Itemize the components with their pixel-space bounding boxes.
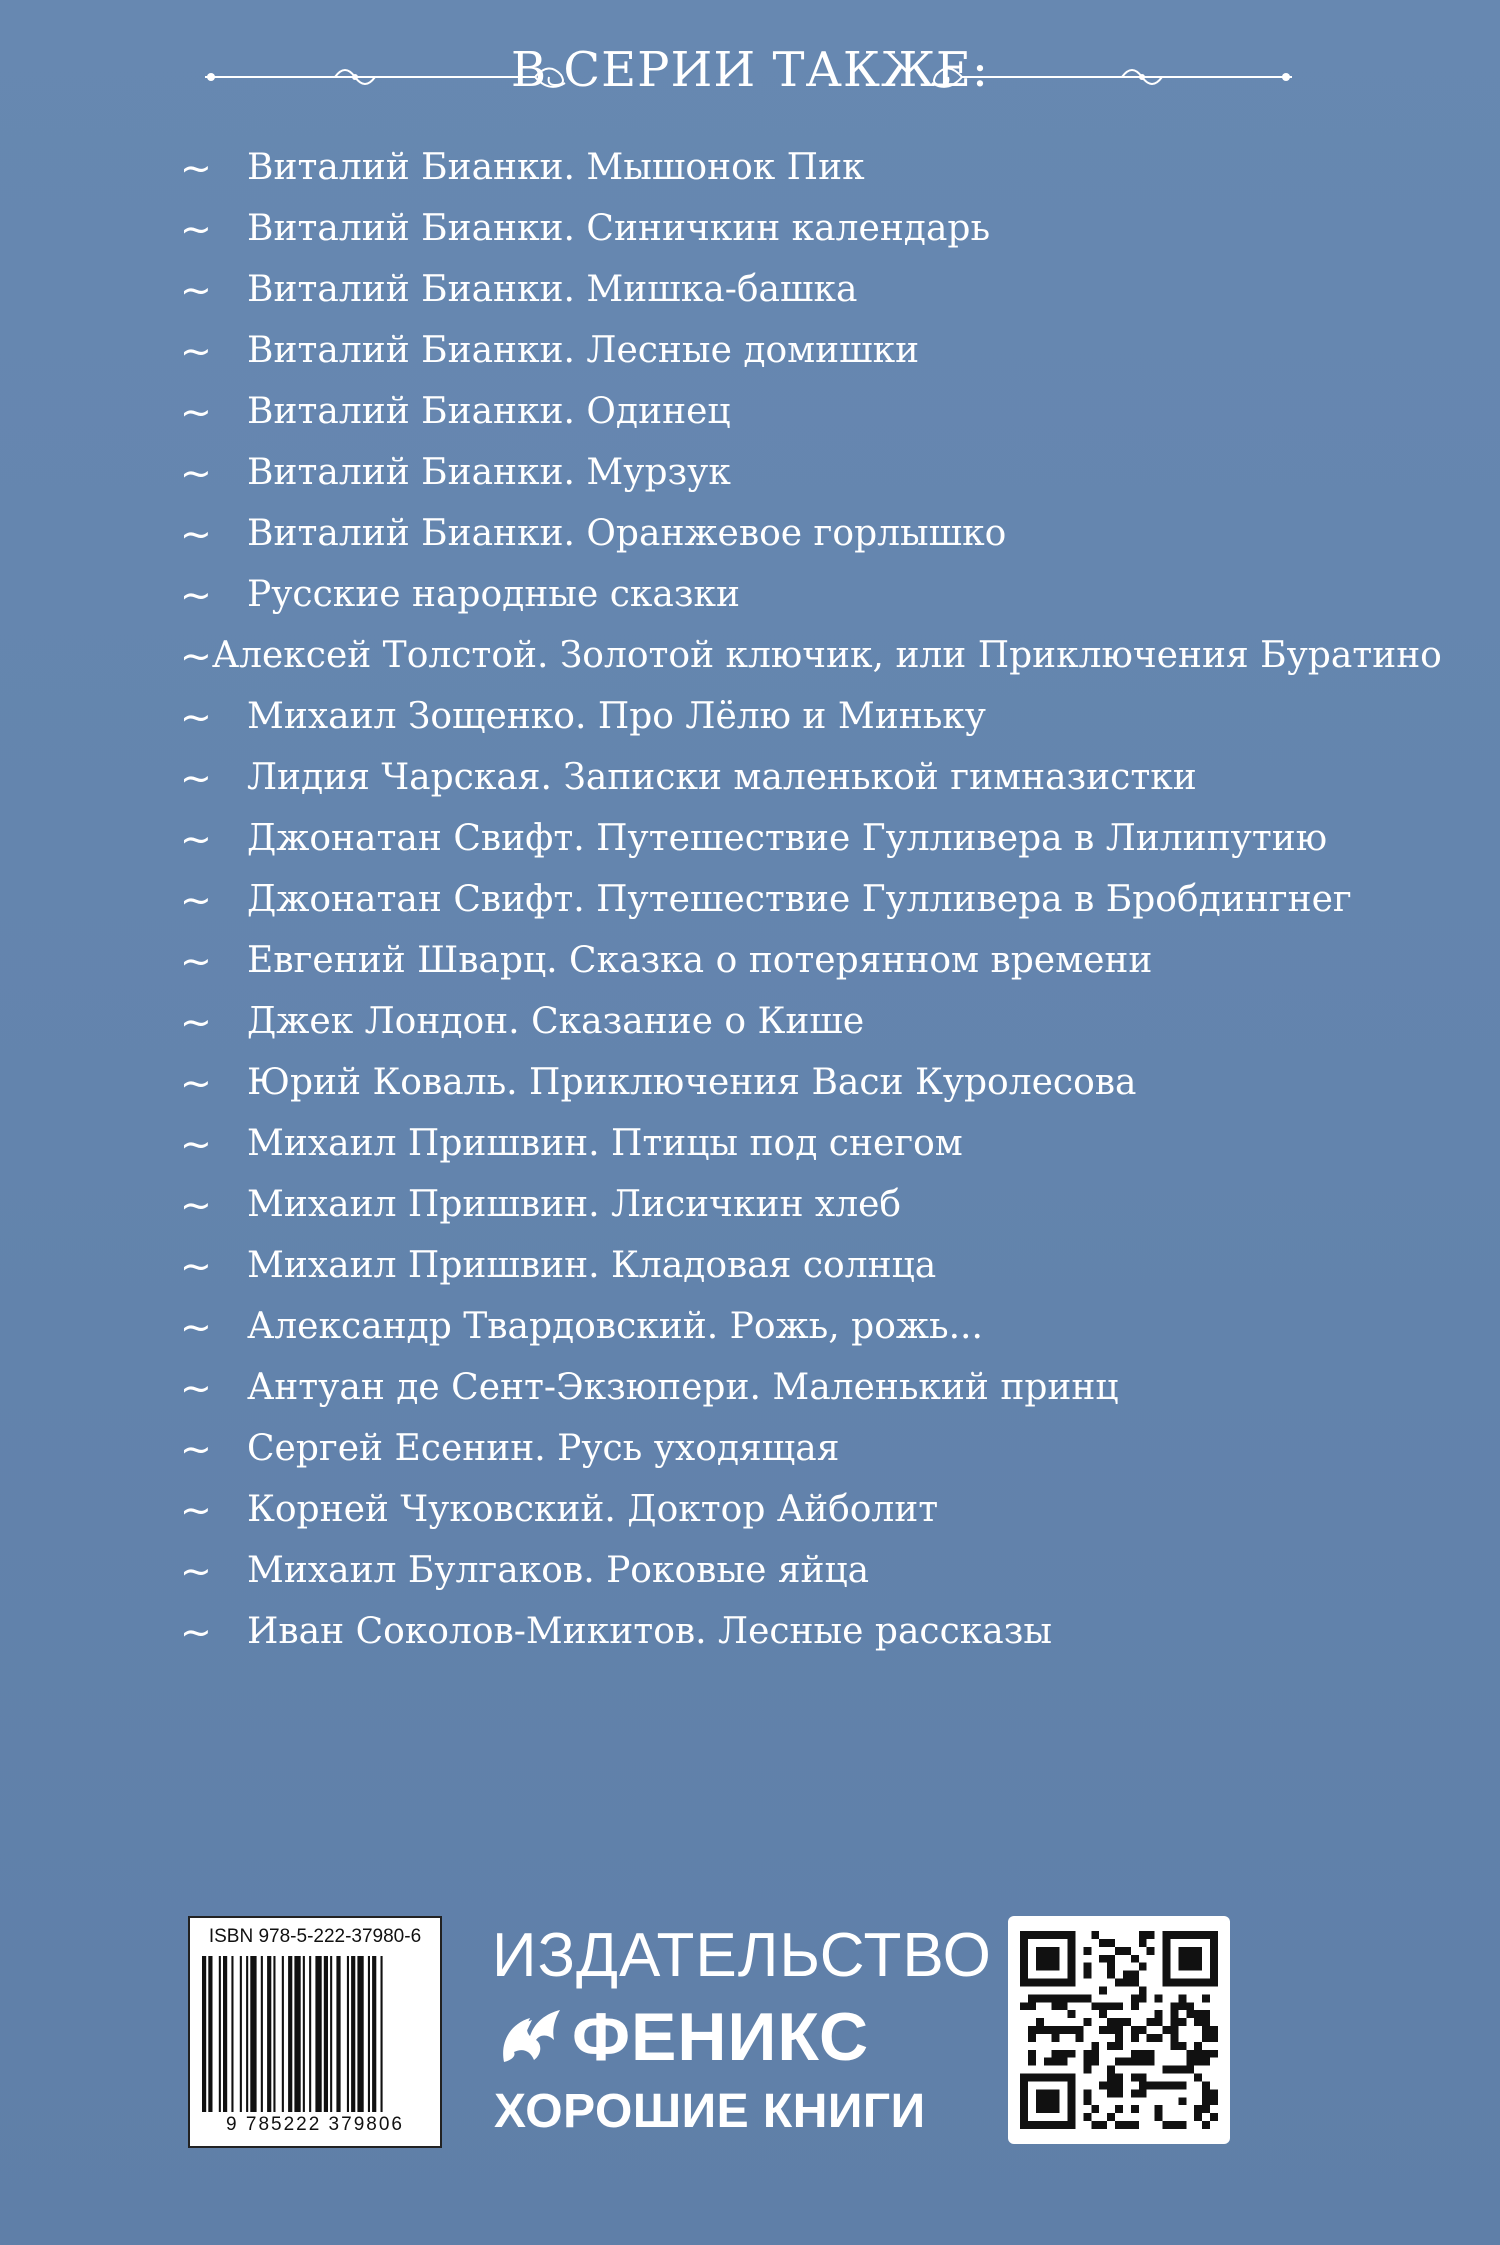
list-item [180, 320, 1380, 381]
book-title: Антуан де Сент-Экзюпери. Маленький принц [247, 1367, 1119, 1408]
qr-module [1107, 2113, 1115, 2121]
qr-module [1060, 2050, 1068, 2058]
qr-module [1052, 2050, 1060, 2058]
qr-module [1202, 2097, 1210, 2105]
qr-module [1139, 1994, 1147, 2002]
qr-module [1210, 2026, 1218, 2034]
qr-module [1139, 2081, 1147, 2089]
qr-module [1170, 2042, 1178, 2050]
qr-module [1068, 2010, 1076, 2018]
qr-module [1210, 2034, 1218, 2042]
book-title: Евгений Шварц. Сказка о потерянном времени [247, 940, 1153, 981]
qr-module [1060, 2026, 1068, 2034]
qr-module [1163, 2026, 1171, 2034]
tilde-bullet: ~ [180, 206, 212, 251]
publisher-brand-name: ФЕНИКС [572, 1999, 870, 2075]
tilde-bullet: ~ [180, 1121, 212, 1166]
list-item [180, 1235, 1380, 1296]
qr-finder [1036, 1947, 1060, 1971]
qr-module [1028, 2002, 1036, 2010]
tilde-bullet: ~ [180, 511, 212, 556]
qr-module [1099, 2121, 1107, 2129]
qr-module [1028, 2034, 1036, 2042]
book-title: Виталий Бианки. Мурзук [247, 452, 731, 493]
qr-module [1020, 2002, 1028, 2010]
qr-module [1139, 1986, 1147, 1994]
publisher-brand [488, 1998, 988, 2075]
list-item [180, 259, 1380, 320]
tilde-bullet: ~ [180, 816, 212, 861]
qr-code-icon [1020, 1930, 1218, 2130]
qr-module [1194, 2058, 1202, 2066]
tilde-bullet: ~ [180, 1060, 212, 1105]
tilde-bullet: ~ [180, 1365, 212, 1410]
qr-module [1202, 2105, 1210, 2113]
phoenix-logo-icon [496, 2004, 566, 2066]
qr-module [1155, 2081, 1163, 2089]
qr-module [1186, 2002, 1194, 2010]
book-title: Михаил Пришвин. Кладовая солнца [247, 1245, 937, 1286]
list-item [180, 747, 1380, 808]
barcode-bar [202, 1956, 206, 2112]
qr-module [1044, 2058, 1052, 2066]
list-item [180, 1357, 1380, 1418]
qr-module [1147, 2018, 1155, 2026]
qr-module [1210, 2089, 1218, 2097]
qr-module [1131, 2034, 1139, 2042]
tilde-bullet: ~ [180, 328, 212, 373]
qr-module [1178, 2066, 1186, 2074]
qr-module [1107, 2042, 1115, 2050]
book-title: Лидия Чарская. Записки маленькой гимназистки [247, 757, 1197, 798]
qr-module [1099, 2010, 1107, 2018]
qr-module [1083, 1971, 1091, 1979]
qr-module [1131, 1955, 1139, 1963]
qr-module [1107, 2089, 1115, 2097]
qr-module [1131, 2026, 1139, 2034]
qr-module [1044, 2026, 1052, 2034]
qr-module [1139, 2074, 1147, 2082]
qr-module [1147, 2034, 1155, 2042]
list-item [180, 1174, 1380, 1235]
qr-module [1178, 2018, 1186, 2026]
qr-module [1107, 2074, 1115, 2082]
qr-module [1099, 2026, 1107, 2034]
list-item [180, 198, 1380, 259]
barcode-bar [261, 1956, 263, 2112]
qr-module [1083, 2018, 1091, 2026]
qr-module [1115, 2121, 1123, 2129]
qr-module [1091, 2050, 1099, 2058]
qr-module [1099, 1955, 1107, 1963]
qr-module [1083, 2097, 1091, 2105]
list-item [180, 1296, 1380, 1357]
qr-module [1202, 2010, 1210, 2018]
qr-module [1139, 1939, 1147, 1947]
qr-module [1194, 2074, 1202, 2082]
qr-module [1147, 2058, 1155, 2066]
qr-module [1178, 1994, 1186, 2002]
qr-module [1139, 1963, 1147, 1971]
barcode-bar [309, 1956, 311, 2112]
list-item [180, 808, 1380, 869]
qr-module [1091, 2002, 1099, 2010]
qr-module [1028, 2058, 1036, 2066]
qr-module [1028, 2026, 1036, 2034]
qr-module [1060, 2058, 1068, 2066]
qr-module [1202, 2050, 1210, 2058]
barcode-bar [288, 1956, 292, 2112]
tilde-bullet: ~ [180, 1487, 212, 1532]
book-title: Русские народные сказки [247, 574, 740, 615]
barcode-bar [347, 1956, 349, 2112]
book-title: Александр Твардовский. Рожь, рожь... [247, 1306, 983, 1347]
qr-module [1083, 2089, 1091, 2097]
qr-module [1115, 2089, 1123, 2097]
publisher-block [488, 1916, 992, 2144]
tilde-bullet: ~ [180, 1304, 212, 1349]
list-item [180, 137, 1380, 198]
qr-module [1107, 1939, 1115, 1947]
qr-module [1123, 2121, 1131, 2129]
qr-module [1186, 2010, 1194, 2018]
qr-module [1060, 1994, 1068, 2002]
qr-module [1123, 1947, 1131, 1955]
qr-finder [1178, 1947, 1202, 1971]
tilde-bullet: ~ [180, 572, 212, 617]
qr-module [1083, 2066, 1091, 2074]
qr-module [1083, 2050, 1091, 2058]
book-title: Виталий Бианки. Оранжевое горлышко [247, 513, 1007, 554]
qr-module [1036, 2018, 1044, 2026]
qr-module [1091, 2105, 1099, 2113]
tilde-bullet: ~ [180, 450, 212, 495]
barcode-bar [208, 1956, 212, 2112]
book-title: Михаил Пришвин. Птицы под снегом [247, 1123, 963, 1164]
qr-module [1060, 2002, 1068, 2010]
qr-module [1052, 2002, 1060, 2010]
qr-module [1178, 2002, 1186, 2010]
list-item [180, 503, 1380, 564]
qr-module [1210, 2050, 1218, 2058]
qr-module [1155, 2113, 1163, 2121]
qr-module [1107, 2081, 1115, 2089]
tilde-bullet: ~ [180, 1426, 212, 1471]
qr-module [1202, 2058, 1210, 2066]
qr-module [1107, 2002, 1115, 2010]
qr-module [1099, 2081, 1107, 2089]
list-item [180, 1113, 1380, 1174]
book-title: Михаил Булгаков. Роковые яйца [247, 1550, 870, 1591]
qr-module [1123, 1971, 1131, 1979]
qr-module [1131, 2002, 1139, 2010]
qr-module [1068, 1994, 1076, 2002]
list-item [180, 381, 1380, 442]
book-title: Джонатан Свифт. Путешествие Гулливера в Лилипутию [247, 818, 1328, 859]
qr-module [1194, 2113, 1202, 2121]
qr-module [1170, 2010, 1178, 2018]
qr-module [1139, 2089, 1147, 2097]
barcode-bar [324, 1956, 328, 2112]
qr-module [1147, 1947, 1155, 1955]
barcode-bar [330, 1956, 332, 2112]
book-title: Алексей Толстой. Золотой ключик, или Приключения Буратино [211, 635, 1442, 676]
book-title: Джонатан Свифт. Путешествие Гулливера в Бробдингнег [247, 879, 1352, 920]
qr-module [1075, 1994, 1083, 2002]
tilde-bullet: ~ [180, 389, 212, 434]
qr-module [1075, 2034, 1083, 2042]
barcode-number: 9 785222 379806 [226, 2114, 404, 2135]
qr-module [1115, 2002, 1123, 2010]
list-item [180, 1418, 1380, 1479]
qr-module [1139, 2050, 1147, 2058]
qr-module [1155, 2105, 1163, 2113]
qr-module [1131, 2058, 1139, 2066]
qr-module [1131, 1971, 1139, 1979]
book-title: Виталий Бианки. Мишка-башка [247, 269, 858, 310]
qr-module [1194, 2105, 1202, 2113]
qr-module [1202, 2089, 1210, 2097]
qr-module [1178, 2081, 1186, 2089]
tilde-bullet: ~ [180, 877, 212, 922]
series-title: В СЕРИИ ТАКЖЕ: [510, 42, 990, 98]
tilde-bullet: ~ [180, 145, 212, 190]
qr-module [1186, 2050, 1194, 2058]
qr-module [1107, 1955, 1115, 1963]
barcode-bar [223, 1956, 227, 2112]
barcode-bar [282, 1956, 284, 2112]
qr-module [1115, 1947, 1123, 1955]
qr-module [1107, 1971, 1115, 1979]
barcode-bar [372, 1956, 376, 2112]
qr-module [1202, 2034, 1210, 2042]
qr-module [1083, 2113, 1091, 2121]
qr-module [1202, 2018, 1210, 2026]
list-item [180, 625, 1442, 686]
qr-module [1155, 2034, 1163, 2042]
qr-module [1170, 2002, 1178, 2010]
qr-module [1170, 2026, 1178, 2034]
qr-module [1202, 2121, 1210, 2129]
qr-module [1115, 2081, 1123, 2089]
book-title: Юрий Коваль. Приключения Васи Куролесова [247, 1062, 1137, 1103]
qr-module [1170, 2066, 1178, 2074]
book-title: Виталий Бианки. Лесные домишки [247, 330, 920, 371]
barcode-bar [246, 1956, 248, 2112]
barcode-bar [351, 1956, 355, 2112]
qr-module [1115, 2018, 1123, 2026]
qr-module [1147, 2081, 1155, 2089]
tilde-bullet: ~ [180, 694, 212, 739]
qr-module [1155, 2018, 1163, 2026]
list-item [180, 869, 1380, 930]
tilde-bullet: ~ [180, 1182, 212, 1227]
isbn-barcode [188, 1916, 442, 2148]
book-title: Виталий Бианки. Синичкин календарь [247, 208, 991, 249]
qr-module [1052, 1994, 1060, 2002]
qr-module [1170, 2121, 1178, 2129]
qr-module [1131, 2121, 1139, 2129]
barcode-bar [219, 1956, 221, 2112]
qr-module [1083, 1947, 1091, 1955]
qr-module [1147, 2050, 1155, 2058]
qr-module [1131, 2089, 1139, 2097]
qr-module [1115, 2058, 1123, 2066]
qr-module [1028, 1994, 1036, 2002]
qr-module [1083, 1963, 1091, 1971]
qr-module [1115, 2042, 1123, 2050]
list-item [180, 930, 1380, 991]
qr-module [1068, 2026, 1076, 2034]
publisher-slogan: ХОРОШИЕ КНИГИ [494, 2085, 926, 2138]
qr-module [1194, 2042, 1202, 2050]
qr-module [1131, 2050, 1139, 2058]
list-item [180, 1052, 1380, 1113]
qr-module [1115, 2074, 1123, 2082]
list-item [180, 1601, 1380, 1662]
qr-module [1083, 2058, 1091, 2066]
qr-module [1075, 2026, 1083, 2034]
qr-module [1115, 2105, 1123, 2113]
book-title: Корней Чуковский. Доктор Айболит [247, 1489, 939, 1530]
tilde-bullet: ~ [180, 1609, 212, 1654]
qr-module [1155, 2010, 1163, 2018]
barcode-bar [273, 1956, 275, 2112]
book-title: Иван Соколов-Микитов. Лесные рассказы [247, 1611, 1053, 1652]
qr-module [1178, 2097, 1186, 2105]
list-item [180, 442, 1380, 503]
qr-module [1131, 2105, 1139, 2113]
qr-module [1163, 2081, 1171, 2089]
qr-module [1123, 2018, 1131, 2026]
qr-module [1052, 2058, 1060, 2066]
tilde-bullet: ~ [180, 267, 212, 312]
book-title: Михаил Зощенко. Про Лёлю и Миньку [247, 696, 986, 737]
barcode-bar [240, 1956, 242, 2112]
tilde-bullet: ~ [180, 633, 212, 678]
book-title: Сергей Есенин. Русь уходящая [247, 1428, 840, 1469]
list-item [180, 564, 1380, 625]
tilde-bullet: ~ [180, 938, 212, 983]
qr-module [1147, 1931, 1155, 1939]
list-item [180, 1479, 1380, 1540]
qr-module [1170, 2034, 1178, 2042]
tilde-bullet: ~ [180, 999, 212, 1044]
qr-module [1186, 2066, 1194, 2074]
qr-module [1052, 2026, 1060, 2034]
qr-module [1131, 1979, 1139, 1987]
barcode-bar [231, 1956, 233, 2112]
qr-module [1068, 2050, 1076, 2058]
tilde-bullet: ~ [180, 1243, 212, 1288]
list-item [180, 991, 1380, 1052]
barcode-bar [357, 1956, 363, 2112]
qr-module [1163, 2066, 1171, 2074]
series-book-list [180, 137, 1442, 1662]
qr-module [1178, 2121, 1186, 2129]
qr-module [1099, 1986, 1107, 1994]
qr-module [1186, 2058, 1194, 2066]
qr-module [1194, 2018, 1202, 2026]
publisher-label: ИЗДАТЕЛЬСТВО [492, 1921, 992, 1990]
qr-module [1107, 2066, 1115, 2074]
qr-module [1044, 1994, 1052, 2002]
qr-finder [1036, 2089, 1060, 2113]
qr-module [1131, 1994, 1139, 2002]
qr-module [1036, 1994, 1044, 2002]
barcode-bar [267, 1956, 271, 2112]
barcode-icon [200, 1956, 430, 2112]
barcode-bar [336, 1956, 340, 2112]
qr-module [1107, 2018, 1115, 2026]
barcode-bar [294, 1956, 300, 2112]
isbn-text: ISBN 978-5-222-37980-6 [208, 1926, 422, 1947]
qr-module [1131, 2074, 1139, 2082]
qr-module [1170, 2018, 1178, 2026]
qr-module [1163, 2121, 1171, 2129]
qr-module [1178, 2042, 1186, 2050]
qr-module [1170, 2081, 1178, 2089]
right-ornament-icon [912, 62, 1292, 92]
qr-module [1139, 1931, 1147, 1939]
qr-module [1202, 2081, 1210, 2089]
qr-module [1107, 1963, 1115, 1971]
qr-module [1115, 1979, 1123, 1987]
list-item [180, 1540, 1380, 1601]
qr-module [1139, 2026, 1147, 2034]
barcode-bar [368, 1956, 370, 2112]
qr-module [1115, 2026, 1123, 2034]
barcode-bar [315, 1956, 321, 2112]
qr-module [1091, 2058, 1099, 2066]
qr-module [1123, 1979, 1131, 1987]
barcode-bar [381, 1956, 383, 2112]
qr-module [1099, 1939, 1107, 1947]
tilde-bullet: ~ [180, 755, 212, 800]
qr-module [1099, 2002, 1107, 2010]
barcode-bar [303, 1956, 305, 2112]
tilde-bullet: ~ [180, 1548, 212, 1593]
qr-module [1139, 2058, 1147, 2066]
book-title: Виталий Бианки. Одинец [247, 391, 731, 432]
series-header [0, 32, 1500, 122]
qr-module [1202, 1994, 1210, 2002]
qr-code [1008, 1916, 1230, 2144]
qr-module [1028, 2050, 1036, 2058]
list-item [180, 686, 1380, 747]
qr-module [1210, 2113, 1218, 2121]
qr-module [1202, 2026, 1210, 2034]
qr-module [1091, 2042, 1099, 2050]
qr-module [1194, 2010, 1202, 2018]
qr-module [1091, 1931, 1099, 1939]
qr-module [1091, 2121, 1099, 2129]
qr-module [1052, 2034, 1060, 2042]
barcode-bar [250, 1956, 256, 2112]
qr-module [1123, 2058, 1131, 2066]
qr-module [1194, 2050, 1202, 2058]
qr-module [1083, 1994, 1091, 2002]
book-title: Михаил Пришвин. Лисичкин хлеб [247, 1184, 902, 1225]
book-title: Джек Лондон. Сказание о Кише [247, 1001, 865, 1042]
qr-module [1036, 2026, 1044, 2034]
qr-module [1107, 2026, 1115, 2034]
qr-module [1210, 2097, 1218, 2105]
qr-module [1115, 2034, 1123, 2042]
book-title: Виталий Бианки. Мышонок Пик [247, 147, 865, 188]
qr-module [1155, 1994, 1163, 2002]
